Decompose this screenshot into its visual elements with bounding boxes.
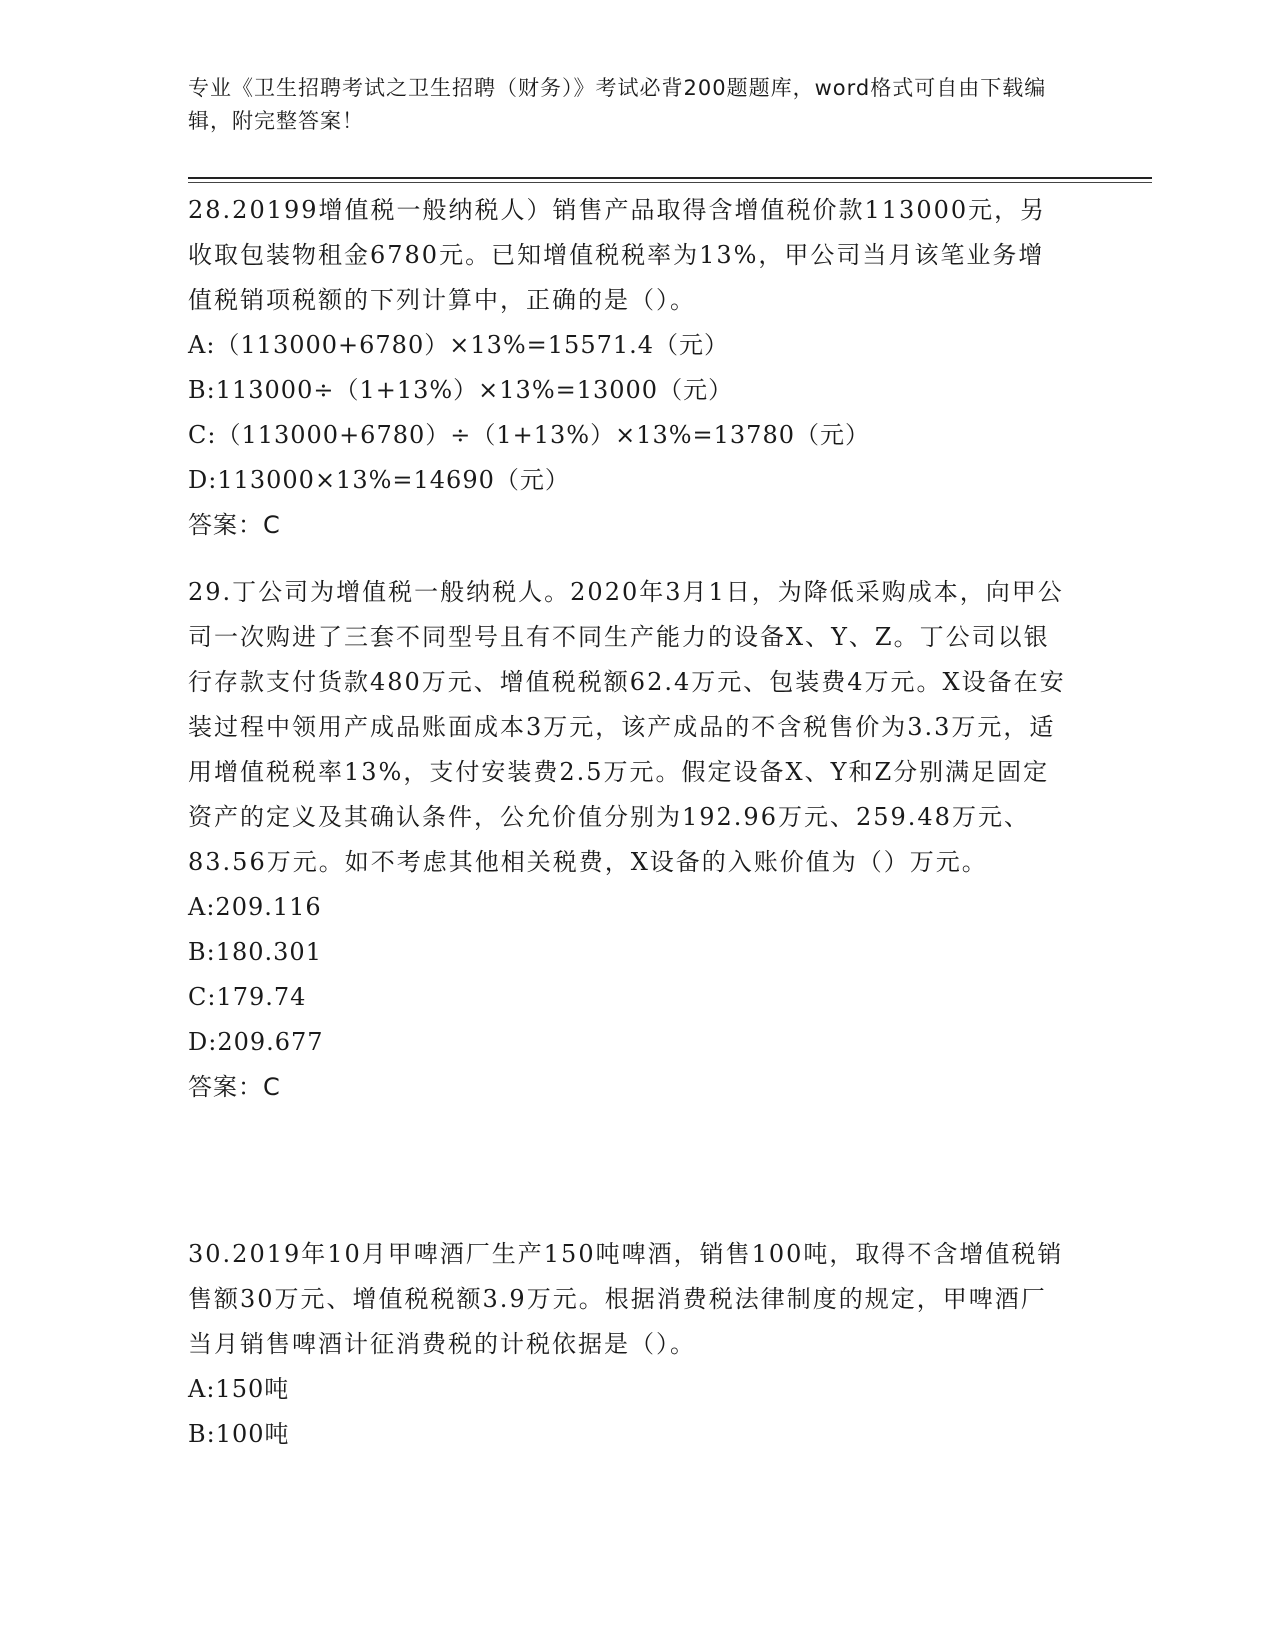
option-d: D:209.677 [188,1028,324,1056]
answer-line: 答案：C [188,1073,281,1101]
question-28 [188,188,1068,548]
option-b: B:180.301 [188,938,322,966]
header-divider-thin [188,182,1152,183]
option-c: C:（113000+6780）÷（1+13%）×13%=13780（元） [188,421,870,449]
option-d: D:113000×13%=14690（元） [188,466,570,494]
question-stem: 28.20199增值税一般纳税人）销售产品取得含增值税价款113000元，另收取包装物租金6780元。已知增值税税率为13%，甲公司当月该笔业务增值税销项税额的下列计算中，正确的是（）。 [188,196,1047,314]
option-a: A:209.116 [188,893,322,921]
document-header: 专业《卫生招聘考试之卫生招聘（财务）》考试必背200题题库，word格式可自由下载编辑，附完整答案！ [188,76,1047,133]
option-b: B:113000÷（1+13%）×13%=13000（元） [188,376,734,404]
option-b: B:100吨 [188,1420,290,1448]
question-29 [188,570,1068,1110]
question-stem: 29.丁公司为增值税一般纳税人。2020年3月1日，为降低采购成本，向甲公司一次购进了三套不同型号且有不同生产能力的设备X、Y、Z。丁公司以银行存款支付货款480万元、增值税税额62.4万元、包装费4万元。X设备在安装过程中领用产成品账面成本3万元，该产成品的不含税售价为3.3万元，适用增值税税率13%，支付安装费2.5万元。假定设备X、Y和Z分别满足固定资产的定义及其确认条件，公允价值分别为192.96万元、259.48万元、83.56万元。如不考虑其他相关税费，X设备的入账价值为（）万元。 [188,578,1066,876]
answer-line: 答案：C [188,511,281,539]
option-a: A:150吨 [188,1375,290,1403]
option-a: A:（113000+6780）×13%=15571.4（元） [188,331,730,359]
question-30 [188,1232,1068,1457]
header-divider-thick [188,177,1152,179]
option-c: C:179.74 [188,983,307,1011]
question-stem: 30.2019年10月甲啤酒厂生产150吨啤酒，销售100吨，取得不含增值税销售额30万元、增值税税额3.9万元。根据消费税法律制度的规定，甲啤酒厂当月销售啤酒计征消费税的计税依据是（）。 [188,1240,1064,1358]
